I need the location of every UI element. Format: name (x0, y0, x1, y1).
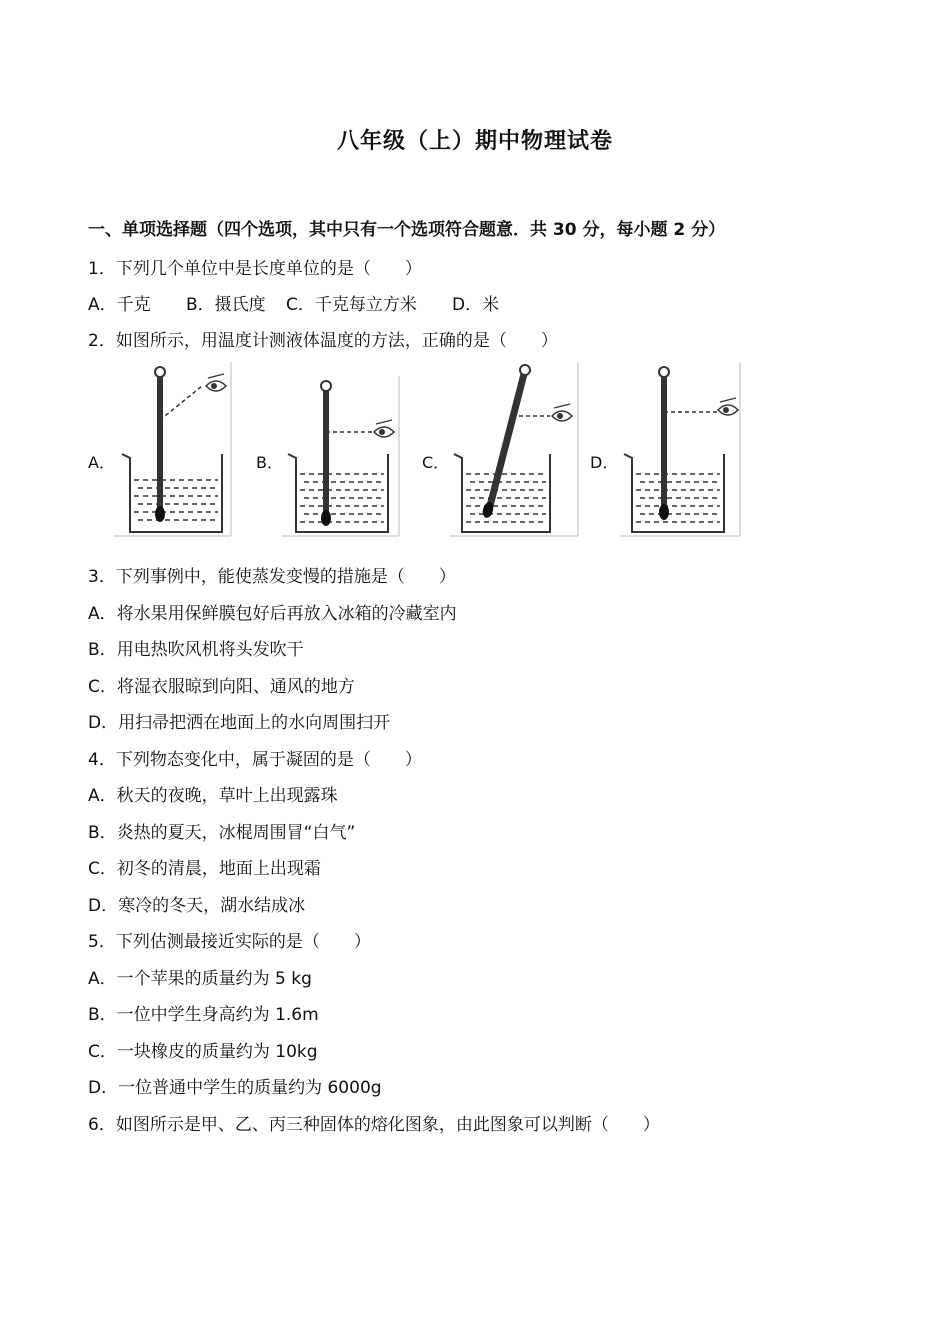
question-1-option-b: B．摄氏度 (186, 295, 266, 315)
question-5-option-a: A．一个苹果的质量约为 5 kg (88, 969, 312, 989)
eye-icon (374, 420, 394, 437)
figure-label-a: A． (88, 453, 115, 472)
question-1-option-a: A．千克 (88, 295, 151, 315)
section-heading: 一、单项选择题（四个选项，其中只有一个选项符合题意．共 30 分，每小题 2 分） (88, 220, 726, 240)
beaker-icon (624, 454, 724, 532)
eye-icon (718, 398, 738, 415)
question-6-stem: 6．如图所示是甲、乙、丙三种固体的熔化图象，由此图象可以判断（ ） (88, 1115, 660, 1135)
question-3-option-c: C．将湿衣服晾到向阳、通风的地方 (88, 677, 355, 697)
question-3-stem: 3．下列事例中，能使蒸发变慢的措施是（ ） (88, 567, 456, 587)
beaker-icon (288, 454, 388, 532)
figure-label-c: C． (422, 453, 450, 472)
question-3-option-b: B．用电热吹风机将头发吹干 (88, 640, 304, 660)
question-5-option-b: B．一位中学生身高约为 1.6m (88, 1005, 319, 1025)
thermometer-figure-c (450, 362, 570, 538)
thermometer-figure-d (620, 362, 740, 538)
question-1-option-d: D．米 (452, 295, 500, 315)
question-1-options (88, 290, 499, 315)
question-4-option-b: B．炎热的夏天，冰棍周围冒“白气” (88, 823, 356, 843)
question-5-option-d: D．一位普通中学生的质量约为 6000g (88, 1078, 382, 1098)
question-4-option-d: D．寒冷的冬天，湖水结成冰 (88, 896, 306, 916)
page-title: 八年级（上）期中物理试卷 (336, 129, 613, 154)
figure-label-d: D． (590, 453, 619, 472)
question-5-option-c: C．一块橡皮的质量约为 10kg (88, 1042, 318, 1062)
eye-icon (552, 404, 572, 421)
thermometer-icon (659, 367, 669, 520)
question-4-option-c: C．初冬的清晨，地面上出现霜 (88, 859, 321, 879)
thermometer-icon (155, 367, 165, 522)
thermometer-figure-a (114, 362, 234, 538)
question-5-stem: 5．下列估测最接近实际的是（ ） (88, 932, 371, 952)
figure-label-b: B． (256, 453, 283, 472)
question-4-stem: 4．下列物态变化中，属于凝固的是（ ） (88, 750, 422, 770)
question-2-stem: 2．如图所示，用温度计测液体温度的方法，正确的是（ ） (88, 331, 558, 351)
thermometer-figure-b (282, 362, 402, 538)
beaker-icon (122, 454, 222, 532)
eye-icon (206, 374, 226, 391)
question-4-option-a: A．秋天的夜晚，草叶上出现露珠 (88, 786, 338, 806)
thermometer-icon (481, 365, 530, 519)
question-1-option-c: C．千克每立方米 (286, 295, 417, 315)
question-3-option-d: D．用扫帚把洒在地面上的水向周围扫开 (88, 713, 391, 733)
thermometer-icon (321, 381, 331, 526)
question-3-option-a: A．将水果用保鲜膜包好后再放入冰箱的冷藏室内 (88, 604, 457, 624)
question-1-stem: 1．下列几个单位中是长度单位的是（ ） (88, 259, 422, 279)
